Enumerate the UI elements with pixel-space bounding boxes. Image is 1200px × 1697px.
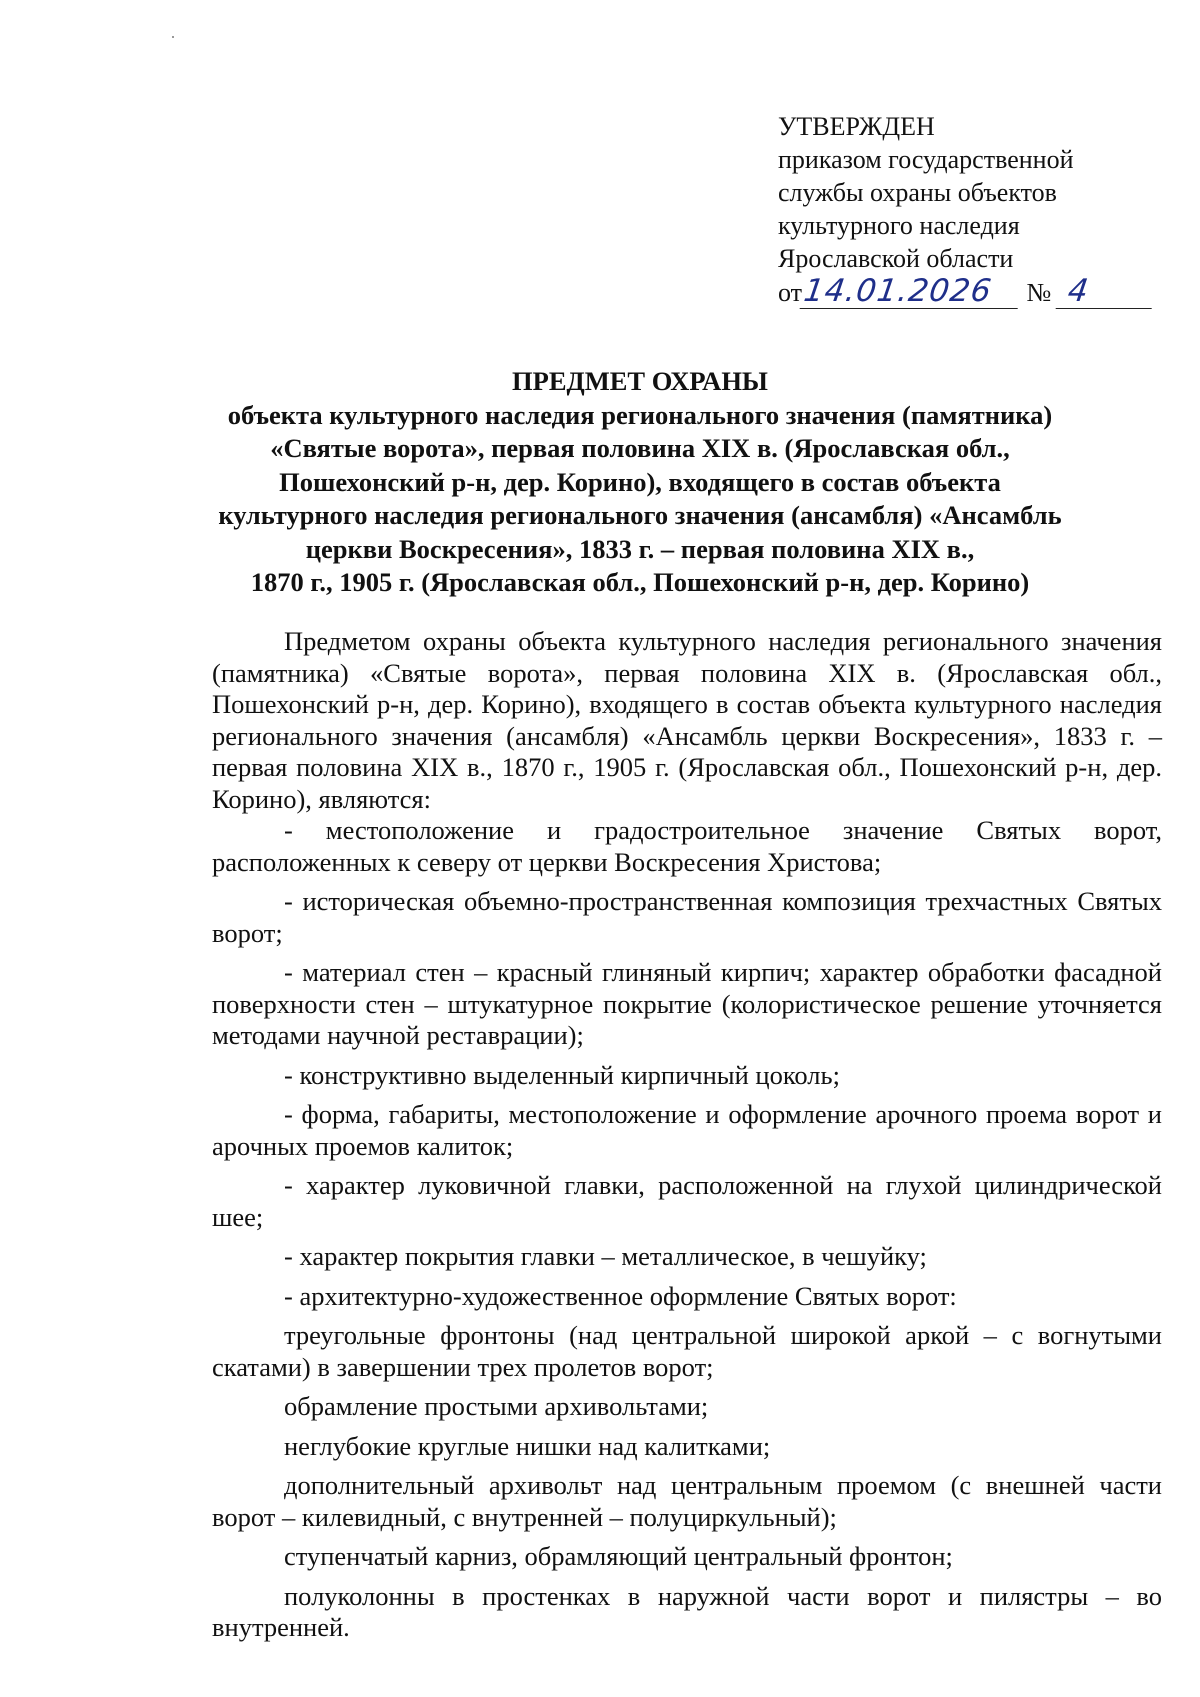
list-item: - характер покрытия главки – металлическое, в чешуйку; (284, 1241, 927, 1271)
sub-list-item: треугольные фронтоны (над центральной широкой аркой – с вогнутыми скатами) в завершении трех пролетов ворот; (212, 1320, 1162, 1382)
document-body (212, 626, 1162, 1644)
scan-speck (172, 36, 174, 38)
approval-line: Ярославской области (778, 244, 1014, 273)
sub-list-item: дополнительный архивольт над центральным проемом (с внешней части ворот – килевидный, с внутренней – полуциркульный); (212, 1470, 1162, 1532)
sub-list-item: ступенчатый карниз, обрамляющий центральный фронтон; (284, 1541, 953, 1571)
sub-list-item: обрамление простыми архивольтами; (284, 1391, 709, 1421)
list-item: - характер луковичной главки, расположенной на глухой цилиндрической шее; (212, 1170, 1162, 1232)
list-item: - конструктивно выделенный кирпичный цоколь; (284, 1059, 840, 1090)
intro-paragraph: Предметом охраны объекта культурного наследия регионального значения (памятника) «Святые ворота», первая половина XIX в. (Ярославская обл., Пошехонский р-н, дер. Корино), входящего в состав объекта культурного наследия регионального значения (ансамбля) «Ансамбль церкви Воскресения», 1833 г. – первая половина XIX в., 1870 г., 1905 г. (Ярославская обл., Пошехонский р-н, дер. Корино), являются: (212, 626, 1162, 814)
list-item: - историческая объемно-пространственная композиция трехчастных Святых ворот; (212, 886, 1162, 948)
heading-line: 1870 г., 1905 г. (Ярославская обл., Пошехонский р-н, дер. Корино) (250, 567, 1030, 597)
list-item: - материал стен – красный глиняный кирпич; характер обработки фасадной поверхности стен – штукатурное покрытие (колористическое решение уточняется методами научной реставрации); (212, 957, 1162, 1050)
heading-line: культурного наследия регионального значения (ансамбля) «Ансамбль (218, 500, 1062, 530)
heading-line: объекта культурного наследия регионального значения (памятника) (227, 399, 1053, 430)
list-item: - форма, габариты, местоположение и оформление арочного проема ворот и арочных проемов калиток; (212, 1099, 1162, 1161)
heading-line: Пошехонский р-н, дер. Корино), входящего в состав объекта (279, 466, 1001, 497)
number-prefix: № (1026, 278, 1052, 307)
approval-line: приказом государственной (778, 145, 1074, 174)
heading-line: «Святые ворота», первая половина XIX в. (Ярославская обл., (270, 433, 1010, 463)
sub-list-item: неглубокие круглые нишки над калитками; (284, 1430, 771, 1461)
handwritten-date: 14.01.2026 (800, 275, 1023, 309)
list-item: - местоположение и градостроительное значение Святых ворот, расположенных к северу от церкви Воскресения Христова; (212, 815, 1162, 877)
approval-title: УТВЕРЖДЕН (778, 112, 935, 141)
heading-title: ПРЕДМЕТ ОХРАНЫ (512, 366, 768, 396)
approval-line: культурного наследия (778, 211, 1020, 240)
date-prefix: от (778, 278, 803, 307)
approval-stamp-block (778, 110, 1158, 309)
document-heading (200, 365, 1080, 600)
approval-date-line (778, 275, 1158, 309)
sub-list-item: полуколонны в простенках в наружной части ворот и пилястры – во внутренней. (212, 1580, 1162, 1642)
list-item: - архитектурно-художественное оформление Святых ворот: (284, 1280, 957, 1311)
handwritten-order-number: 4 (1055, 275, 1156, 309)
approval-line: службы охраны объектов (778, 178, 1057, 207)
heading-line: церкви Воскресения», 1833 г. – первая половина XIX в., (305, 533, 975, 564)
